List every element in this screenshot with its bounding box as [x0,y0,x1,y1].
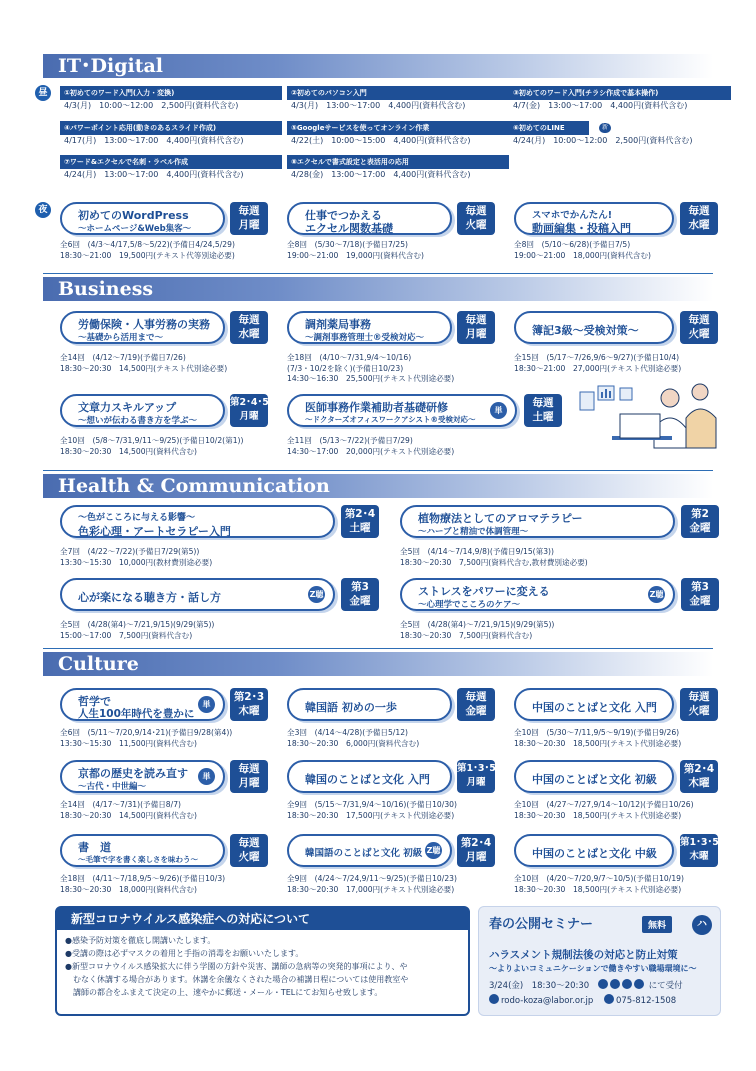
course-subtitle: ～想いが伝わる書き方を学ぶ～ [78,416,198,426]
course-weekday: 月曜 [465,328,487,340]
course-fee: 18:30～20:30 17,000円(テキスト代別途必要) [287,884,455,894]
course-subtitle: ～毛筆で字を書く楽しさを味わう～ [78,855,198,864]
morning-course-info: 4/24(月) 10:00～12:00 2,500円(資料代含む) [513,136,693,145]
section-title-it: IT･Digital [58,55,164,77]
course-fee: 18:30～20:30 14,500円(資料代含む) [60,810,198,820]
single-badge: 単 [198,696,215,713]
seminar-accept: にて受付 [648,981,683,991]
phone-icon [634,979,644,989]
course-schedule: 全9回 (4/24～7/24,9/11～9/25)(予備日10/23) [287,874,457,883]
course-title: 中国のことばと文化 中級 [532,847,657,860]
course-title: 韓国語 初めの一歩 [305,701,397,714]
morning-course-title: ⑥初めてのLINE [513,124,565,132]
course-frequency: 毎週 [532,397,554,409]
course-weekday: 火曜 [688,705,710,717]
night-label: 夜 [35,202,51,218]
course-weekday: 土曜 [532,411,554,423]
course-title: 哲学で [78,695,111,708]
morning-course-3[interactable] [509,86,731,112]
course-frequency: 第2･4 [344,508,376,520]
course-frequency: 毎週 [238,763,260,775]
free-badge: 無料 [642,916,672,933]
course-frequency: 毎週 [238,205,260,217]
morning-course-title: ③初めてのワード入門(チラシ作成で基本操作) [509,86,731,100]
single-badge: 単 [198,768,215,785]
morning-course-info: 4/24(月) 13:00～17:00 4,400円(資料代含む) [64,170,244,179]
course-weekday: 水曜 [688,219,710,231]
course-weekday: 金曜 [465,705,487,717]
seminar-datetime: 3/24(金) 18:30～20:30 [489,981,590,991]
morning-course-info: 4/3(月) 10:00～12:00 2,500円(資料代含む) [64,101,239,110]
course-frequency: 毎週 [688,691,710,703]
course-schedule: 全11回 (5/13～7/22)(予備日7/29) [287,436,413,445]
course-weekday: 木曜 [689,851,709,862]
course-fee: 19:00～21:00 18,000円(資料代含む) [514,250,652,260]
morning-course-info: 4/28(金) 13:00～17:00 4,400円(資料代含む) [291,170,471,179]
course-schedule: 全5回 (4/28(第4)～7/21,9/15)(9/29(第5)) [60,620,215,629]
course-frequency: 第2･4 [460,837,492,849]
course-subtitle: ～心理学でこころのケア～ [418,600,521,610]
covid-line: ●新型コロナウイルス感染拡大に伴う学園の方針や災害、講師の急病等の突発的事項により、や [65,962,408,971]
course-fee: 18:30～20:30 18,500円(テキスト代別途必要) [514,810,682,820]
course-fee: 14:30～16:30 25,500円(テキスト代別途必要) [287,374,455,383]
seminar-date-row [489,979,683,991]
course-frequency: 第1･3･5 [457,763,496,774]
course-subtitle: ～ハーブと精油で体調管理～ [418,527,529,537]
course-schedule: 全18回 (4/10～7/31,9/4～10/16) [287,353,412,362]
course-weekday: 金曜 [689,522,711,534]
morning-course-2[interactable] [287,86,509,112]
course-frequency: 毎週 [238,837,260,849]
course-schedule: 全6回 (5/11～7/20,9/14･21)(予備日9/28(第4)) [60,728,233,737]
morning-course-title: ②初めてのパソコン入門 [287,86,509,100]
separator [43,470,713,471]
course-weekday: 木曜 [238,705,260,717]
morning-course-8[interactable] [287,155,509,181]
course-weekday: 水曜 [238,328,260,340]
course-subtitle: エクセル関数基礎 [305,222,393,235]
morning-course-info: 4/7(金) 13:00～17:00 4,400円(資料代含む) [513,101,688,110]
course-schedule: 全5回 (4/14～7/14,9/8)(予備日9/15(第3)) [400,547,554,556]
course-fee: 15:00～17:00 7,500円(資料代含む) [60,630,193,640]
course-weekday: 月曜 [238,219,260,231]
course-fee: 18:30～20:30 18,500円(テキスト代別途必要) [514,738,682,748]
covid-line: ●感染予防対策を徹底し開講いたします。 [65,936,216,945]
section-title-culture: Culture [58,653,139,675]
covid-line: ●受講の際は必ずマスクの着用と手指の消毒をお願いいたします。 [65,949,304,958]
course-frequency: 第1･3･5 [680,837,719,848]
new-badge: 新 [599,123,611,133]
course-fee: 18:30～20:30 7,500円(資料代含む,教材費別途必要) [400,557,588,567]
seminar-subtopic: ～よりよいコミュニケーションで働きやすい職場環境に～ [489,964,697,973]
seminar-topic: ハラスメント規制法後の対応と防止対策 [489,949,678,961]
course-frequency: 第2･4･5 [230,397,269,408]
seminar-tel[interactable]: 075-812-1508 [615,996,677,1006]
course-title: 文章力スキルアップ [78,401,177,414]
course-schedule: 全15回 (5/17～7/26,9/6～9/27)(予備日10/4) [514,353,680,362]
course-schedule: 全10回 (5/8～7/31,9/11～9/25)(予備日10/2(第1)) [60,436,244,445]
morning-course-title: ⑤Googleサービスを使ってオンライン作業 [287,121,509,135]
course-schedule: 全7回 (4/22～7/22)(予備日7/29(第5)) [60,547,200,556]
course-fee: 18:30～20:30 18,500円(テキスト代別途必要) [514,884,682,894]
course-schedule: 全10回 (5/30～7/11,9/5～9/19)(予備日9/26) [514,728,680,737]
section-title-health: Health & Communication [58,475,330,497]
course-title: 植物療法としてのアロマテラピー [418,512,583,525]
course-weekday: 月曜 [238,777,260,789]
zoom-badge: Z聴 [648,586,665,603]
morning-course-info: 4/17(月) 13:00～17:00 4,400円(資料代含む) [64,136,244,145]
morning-course-5[interactable] [287,121,509,147]
course-weekday: 金曜 [349,595,371,607]
course-fee: 18:30～20:30 7,500円(資料代含む) [400,630,533,640]
course-frequency: 第2･4 [683,763,715,775]
morning-course-title: ⑧エクセルで書式設定と表活用の応用 [287,155,509,169]
course-title: ストレスをパワーに変える [418,585,550,598]
course-title: 医師事務作業補助者基礎研修 [305,401,448,414]
course-title: スマホでかんたん! [532,210,613,221]
course-title: 仕事でつかえる [305,209,382,222]
course-fee: 14:30～17:00 20,000円(テキスト代別途必要) [287,446,455,456]
course-subtitle: 動画編集・投稿入門 [532,222,631,235]
spring-seminar[interactable] [478,906,721,1016]
course-fee: 13:30～15:30 11,500円(資料代含む) [60,738,198,748]
web-icon [598,979,608,989]
course-fee: 18:30～21:00 19,500円(テキスト代等別途必要) [60,250,235,260]
morning-label: 昼 [35,85,51,101]
course-title: 中国のことばと文化 入門 [532,701,657,714]
course-title: 調剤薬局事務 [305,318,371,331]
course-title: 初めてのWordPress [78,209,189,222]
course-title: 簿記3級～受検対策～ [532,324,639,337]
course-weekday: 木曜 [688,777,710,789]
email-icon [489,994,499,1004]
course-subtitle: 人生100年時代を豊かに [78,708,195,720]
course-note: (7/3・10/2を除く)(予備日10/23) [287,363,404,373]
course-subtitle: ～ホームページ&Web集客～ [78,224,192,234]
course-frequency: 第2･3 [233,691,265,703]
course-weekday: 火曜 [465,219,487,231]
course-title: 韓国語のことばと文化 初級 [305,848,423,859]
course-frequency: 毎週 [465,314,487,326]
morning-course-info: 4/22(土) 10:00～15:00 4,400円(資料代含む) [291,136,471,145]
course-subtitle: ～ドクターズオフィスワークアシスト®受検対応～ [305,415,476,424]
morning-course-1[interactable] [60,86,282,112]
course-fee: 18:30～20:30 14,500円(テキスト代別途必要) [60,363,228,373]
course-frequency: 毎週 [688,314,710,326]
course-title: 心が楽になる聴き方・話し方 [78,591,221,604]
course-title: 中国のことばと文化 初級 [532,773,657,786]
course-weekday: 土曜 [349,522,371,534]
covid-notice-title: 新型コロナウイルス感染症への対応について [57,908,468,930]
separator [43,648,713,649]
covid-notice [55,906,470,1016]
single-badge: 単 [490,402,507,419]
course-subtitle: 色彩心理・アートセラピー入門 [78,525,231,538]
course-fee: 18:30～20:30 6,000円(資料代含む) [287,738,420,748]
section-title-business: Business [58,278,154,300]
course-title: ～色がこころに与える影響～ [78,513,196,523]
seminar-email[interactable]: rodo-koza@labor.or.jp [501,996,594,1006]
morning-course-title: ⑦ワード&エクセルで名刺・ラベル作成 [60,155,282,169]
course-subtitle: ～古代・中世編～ [78,782,147,792]
course-fee: 18:30～20:30 17,500円(テキスト代別途必要) [287,810,455,820]
course-schedule: 全8回 (5/10～6/28)(予備日7/5) [514,240,631,249]
course-weekday: 火曜 [688,328,710,340]
course-frequency: 毎週 [238,314,260,326]
course-schedule: 全10回 (4/27～7/27,9/14～10/12)(予備日10/26) [514,800,694,809]
course-weekday: 月曜 [239,411,259,422]
morning-course-6[interactable] [509,121,731,147]
zoom-badge: Z聴 [425,842,442,859]
course-frequency: 毎週 [465,691,487,703]
course-subtitle: ～基礎から活用まで～ [78,333,164,343]
course-schedule: 全14回 (4/12～7/19)(予備日7/26) [60,353,186,362]
morning-course-7[interactable] [60,155,282,181]
course-schedule: 全3回 (4/14～4/28)(予備日5/12) [287,728,408,737]
morning-course-info: 4/3(月) 13:00～17:00 4,400円(資料代含む) [291,101,466,110]
course-weekday: 月曜 [466,777,486,788]
morning-course-title: ①初めてのワード入門(入力・変換) [60,86,282,100]
course-fee: 18:30～20:30 14,500円(資料代含む) [60,446,198,456]
morning-course-title-wrap [509,121,589,135]
course-schedule: 全8回 (5/30～7/18)(予備日7/25) [287,240,408,249]
seminar-title: 春の公開セミナー [489,917,594,932]
seminar-contact-row [489,994,676,1006]
course-schedule: 全9回 (5/15～7/31,9/4～10/16)(予備日10/30) [287,800,457,809]
course-subtitle: ～調剤事務管理士®受検対応～ [305,333,425,343]
covid-line: むなく休講する場合があります。休講を余儀なくされた場合の補講日程については使用教室や [65,975,409,984]
course-frequency: 毎週 [465,205,487,217]
covid-line: 講師の都合をふまえて決定の上、速やかに郵送・メール・TELにてお知らせ致します。 [65,988,383,997]
separator [43,273,713,274]
section-band-culture [43,652,713,676]
office-workers-illustration [572,378,722,460]
course-title: 韓国のことばと文化 入門 [305,773,430,786]
course-schedule: 全6回 (4/3～4/17,5/8～5/22)(予備日4/24,5/29) [60,240,235,249]
course-schedule: 全10回 (4/20～7/20,9/7～10/5)(予備日10/19) [514,874,684,883]
course-frequency: 毎週 [688,205,710,217]
fax-icon [622,979,632,989]
course-fee: 19:00～21:00 19,000円(資料代含む) [287,250,425,260]
course-frequency: 第3 [691,581,709,593]
course-title: 京都の歴史を読み直す [78,767,188,780]
telephone-icon [604,994,614,1004]
course-frequency: 第2 [691,508,709,520]
course-title: 労働保険・人事労務の実務 [78,318,210,331]
zoom-badge: Z聴 [308,586,325,603]
course-frequency: 第3 [351,581,369,593]
course-weekday: 金曜 [689,595,711,607]
course-schedule: 全14回 (4/17～7/31)(予備日8/7) [60,800,181,809]
seminar-code-badge: ハ [692,915,712,935]
morning-course-4[interactable] [60,121,282,147]
course-fee: 13:30～15:30 10,000円(教材費別途必要) [60,557,213,567]
course-weekday: 火曜 [238,851,260,863]
course-fee: 18:30～21:00 27,000円(テキスト代別途必要) [514,363,682,373]
course-schedule: 全5回 (4/28(第4)～7/21,9/15)(9/29(第5)) [400,620,555,629]
course-schedule: 全18回 (4/11～7/18,9/5～9/26)(予備日10/3) [60,874,226,883]
mail-icon [610,979,620,989]
course-weekday: 月曜 [465,851,487,863]
course-title: 書 道 [78,841,111,854]
course-fee: 18:30～20:30 18,000円(資料代含む) [60,884,198,894]
morning-course-title: ④パワーポイント応用(動きのあるスライド作成) [60,121,282,135]
